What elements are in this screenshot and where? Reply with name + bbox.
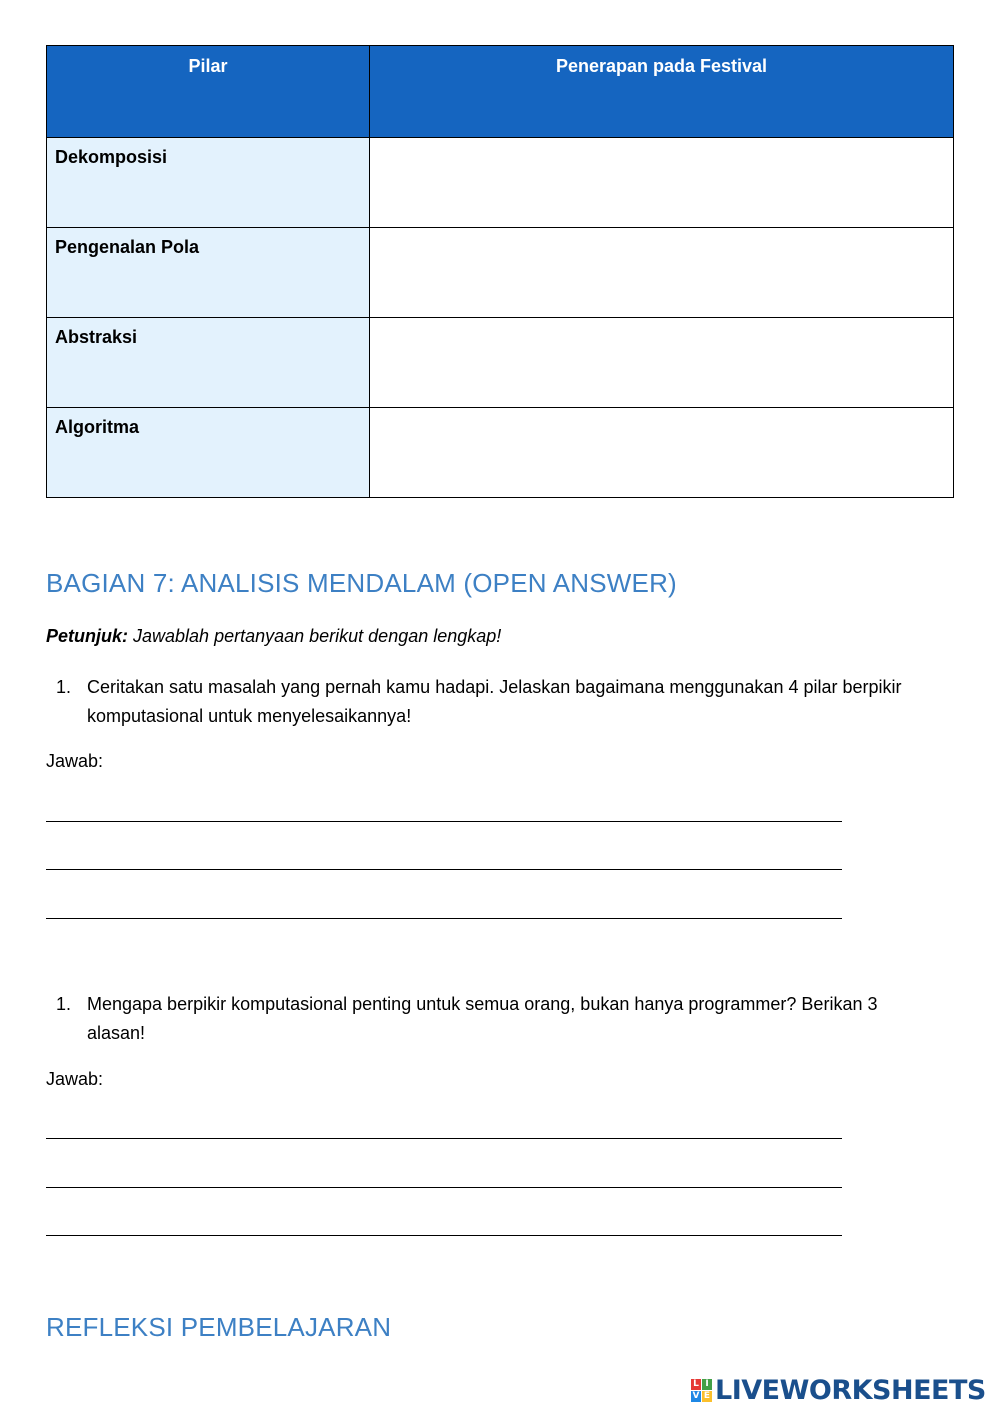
answer-line[interactable] [46, 798, 842, 822]
instruction-label: Petunjuk: [46, 626, 129, 646]
question-number: 1. [56, 994, 72, 1014]
pilar-name-cell: Pengenalan Pola [47, 228, 370, 318]
header-pilar: Pilar [47, 46, 370, 138]
answer-line[interactable] [46, 1212, 842, 1236]
table-row [47, 138, 954, 228]
answer-line[interactable] [46, 846, 842, 870]
reflection-heading: REFLEKSI PEMBELAJARAN [46, 1312, 392, 1342]
pilar-name-cell: Algoritma [47, 408, 370, 498]
pilar-name-cell: Dekomposisi [47, 138, 370, 228]
instruction [46, 626, 501, 647]
question-text: Ceritakan satu masalah yang pernah kamu hadapi. Jelaskan bagaimana menggunakan 4 pilar berpikir komputasional untuk menyelesaikannya! [87, 677, 902, 726]
question-1 [46, 673, 936, 731]
penerapan-answer-cell[interactable] [370, 318, 954, 408]
logo-mark-icon [691, 1379, 712, 1402]
penerapan-input-pengenalan-pola[interactable] [378, 237, 945, 307]
answer-line[interactable] [46, 895, 842, 919]
penerapan-input-dekomposisi[interactable] [378, 147, 945, 217]
logo-mark-letter: I [702, 1379, 712, 1390]
logo-mark-letter: V [692, 1390, 700, 1401]
liveworksheets-logo [691, 1375, 986, 1405]
question-number: 1. [56, 677, 72, 697]
penerapan-answer-cell[interactable] [370, 228, 954, 318]
answer-label: Jawab: [46, 751, 104, 771]
question-text: Mengapa berpikir komputasional penting untuk semua orang, bukan hanya programmer? Berikan 3 alasan! [87, 994, 878, 1043]
section-7-heading: BAGIAN 7: ANALISIS MENDALAM (OPEN ANSWER) [46, 568, 677, 598]
logo-mark-letter: E [703, 1390, 711, 1401]
answer-line[interactable] [46, 1164, 842, 1188]
logo-text: LIVEWORKSHEETS [715, 1374, 986, 1406]
answer-line[interactable] [46, 1115, 842, 1139]
logo-mark-letter: L [691, 1379, 701, 1390]
header-penerapan: Penerapan pada Festival [370, 46, 954, 138]
penerapan-input-algoritma[interactable] [378, 417, 945, 487]
table-row [47, 228, 954, 318]
penerapan-answer-cell[interactable] [370, 138, 954, 228]
penerapan-input-abstraksi[interactable] [378, 327, 945, 397]
question-2 [46, 990, 936, 1048]
table-header-row [47, 46, 954, 138]
table-row [47, 318, 954, 408]
pilar-name-cell: Abstraksi [47, 318, 370, 408]
penerapan-answer-cell[interactable] [370, 408, 954, 498]
table-row [47, 408, 954, 498]
answer-label: Jawab: [46, 1069, 104, 1089]
pillar-table [46, 45, 954, 498]
instruction-text: Jawablah pertanyaan berikut dengan lengkap! [128, 626, 502, 646]
